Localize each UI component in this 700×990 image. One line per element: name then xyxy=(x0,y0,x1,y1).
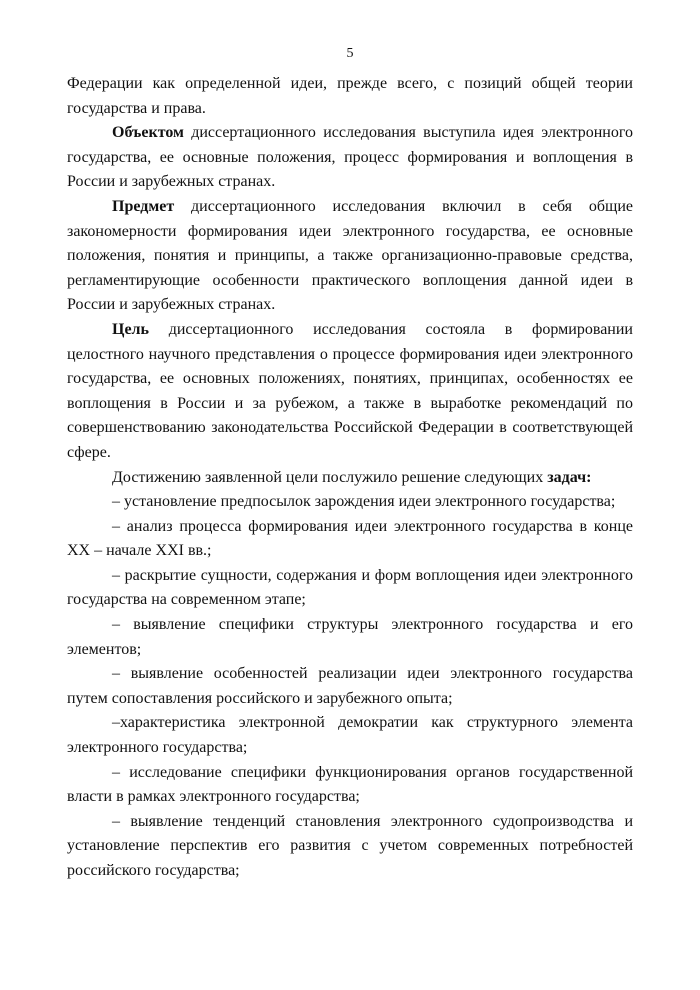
task-item: – выявление особенностей реализации идеи электронного государства путем сопоставления российского и зарубежного опыта; xyxy=(67,665,633,707)
paragraph-continuation: Федерации как определенной идеи, прежде всего, с позиций общей теории государства и права. xyxy=(67,75,633,117)
task-item: – установление предпосылок зарождения идеи электронного государства; xyxy=(112,493,616,511)
term-tasks: задач: xyxy=(547,468,592,486)
page-number: 5 xyxy=(346,46,354,61)
term-object: Объектом xyxy=(112,124,184,142)
task-item: – анализ процесса формирования идеи электронного государства в конце XX – начале XXI вв.; xyxy=(67,517,633,560)
task-item: – выявление тенденций становления электронного судопроизводства и установление перспектив его развития с учетом современных потребностей российского государства; xyxy=(67,812,633,879)
task-item: –характеристика электронной демократии как структурного элемента электронного государства; xyxy=(67,714,633,757)
paragraph-goal: Цель диссертационного исследования состояла в формировании целостного научного представления о процессе формирования идеи электронного государства, ее основных положениях, понятиях, принципах, особенностях ее воплощения в России и за рубежом, а также в выработке рекомендаций по совершенствованию законодательства Российской Федерации в соответствующей сфере. xyxy=(67,320,633,461)
term-subject: Предмет xyxy=(112,197,175,215)
paragraph-tasks-intro: Достижению заявленной цели послужило решение следующих задач: xyxy=(112,468,592,486)
task-item: – выявление специфики структуры электронного государства и его элементов; xyxy=(67,616,633,658)
paragraph-object: Объектом диссертационного исследования выступила идея электронного государства, ее основные положения, процесс формирования и воплощения в России и зарубежных странах. xyxy=(67,124,633,191)
task-item: – раскрытие сущности, содержания и форм воплощения идеи электронного государства на современном этапе; xyxy=(67,566,633,609)
document-body xyxy=(67,72,633,884)
paragraph-subject: Предмет диссертационного исследования включил в себя общие закономерности формирования идеи электронного государства, ее основные положения, понятия и принципы, а также организационно-правовые средства, регламентирующие особенности практического воплощения данной идеи в России и зарубежных странах. xyxy=(67,197,633,314)
task-item: – исследование специфики функционирования органов государственной власти в рамках электронного государства; xyxy=(67,763,633,806)
term-goal: Цель xyxy=(112,320,149,338)
